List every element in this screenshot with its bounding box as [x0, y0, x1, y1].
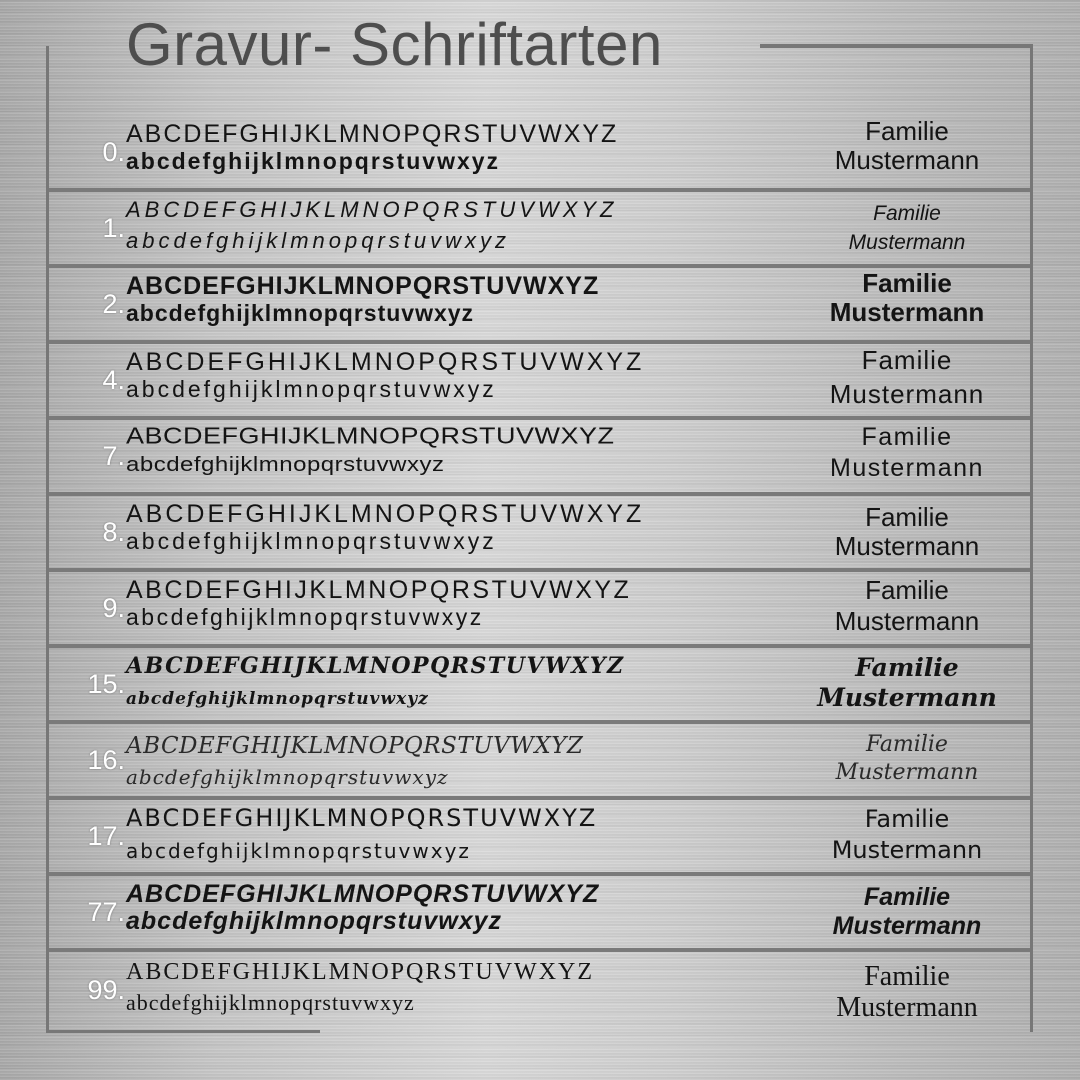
name-sample-line2: Mustermann — [834, 145, 980, 175]
name-sample — [809, 653, 1005, 713]
font-uppercase-sample: ABCDEFGHIJKLMNOPQRSTUVWXYZ — [126, 120, 619, 148]
font-lowercase-sample: abcdefghijklmnopqrstuvwxyz — [126, 839, 471, 863]
font-number: 8. — [102, 517, 125, 547]
font-lowercase-sample: abcdefghijklmnopqrstuvwxyz — [126, 228, 511, 253]
font-number: 7. — [102, 441, 125, 471]
name-sample-line1: Familie — [862, 268, 952, 298]
name-sample-line1: Familie — [861, 423, 953, 451]
font-number: 77. — [87, 897, 125, 927]
name-sample — [809, 343, 1005, 411]
name-sample-line1: Familie — [866, 732, 948, 757]
font-row-4 — [49, 343, 1030, 416]
font-uppercase-sample: ABCDEFGHIJKLMNOPQRSTUVWXYZ — [126, 959, 595, 985]
page-title: Gravur- Schriftarten — [126, 11, 663, 78]
frame-top-border — [760, 44, 1033, 48]
name-sample — [809, 731, 1005, 787]
font-lowercase-sample: abcdefghijklmnopqrstuvwxyz — [126, 300, 475, 326]
font-number: 17. — [87, 821, 125, 851]
font-uppercase-sample: ABCDEFGHIJKLMNOPQRSTUVWXYZ — [126, 804, 598, 832]
frame-bottom-border — [46, 1030, 320, 1033]
font-number: 16. — [87, 745, 125, 775]
font-row-0 — [49, 115, 1030, 188]
name-sample — [809, 199, 1005, 257]
font-lowercase-sample: abcdefghijklmnopqrstuvwxyz — [126, 907, 503, 935]
name-sample-line1: Familie — [864, 805, 950, 833]
font-lowercase-sample: abcdefghijklmnopqrstuvwxyz — [126, 604, 484, 630]
name-sample — [809, 883, 1005, 941]
font-row-99 — [49, 953, 1030, 1026]
font-lowercase-sample: abcdefghijklmnopqrstuvwxyz — [126, 528, 497, 554]
font-row-16 — [49, 723, 1030, 796]
font-uppercase-sample: ABCDEFGHIJKLMNOPQRSTUVWXYZ — [126, 653, 625, 679]
font-row-1 — [49, 191, 1030, 264]
font-number: 15. — [87, 669, 125, 699]
font-uppercase-sample: ABCDEFGHIJKLMNOPQRSTUVWXYZ — [126, 197, 618, 222]
name-sample-line1: Familie — [865, 116, 949, 146]
font-uppercase-sample: ABCDEFGHIJKLMNOPQRSTUVWXYZ — [126, 500, 645, 528]
name-sample-line2: Mustermann — [835, 760, 979, 785]
name-sample-line2: Mustermann — [831, 836, 983, 864]
name-sample-line1: Familie — [861, 345, 953, 375]
name-sample-line2: Mustermann — [834, 606, 980, 636]
name-sample — [809, 117, 1005, 175]
font-uppercase-sample: ABCDEFGHIJKLMNOPQRSTUVWXYZ — [126, 348, 645, 376]
font-number: 2. — [102, 289, 125, 319]
frame-right-border — [1030, 46, 1033, 1032]
name-sample-line2: Mustermann — [848, 231, 966, 254]
font-row-8 — [49, 495, 1030, 568]
font-number: 4. — [102, 365, 125, 395]
font-uppercase-sample: ABCDEFGHIJKLMNOPQRSTUVWXYZ — [126, 880, 600, 908]
name-sample — [809, 422, 1005, 484]
font-row-15 — [49, 647, 1030, 720]
name-sample-line1: Familie — [873, 202, 941, 225]
name-sample — [809, 575, 1005, 637]
font-number: 0. — [102, 137, 125, 167]
font-lowercase-sample: abcdefghijklmnopqrstuvwxyz — [126, 765, 449, 789]
name-sample-line1: Familie — [864, 961, 950, 992]
font-lowercase-sample: abcdefghijklmnopqrstuvwxyz — [126, 148, 501, 174]
name-sample-line2: Mustermann — [834, 531, 980, 561]
font-lowercase-sample: abcdefghijklmnopqrstuvwxyz — [126, 689, 429, 709]
name-sample-line1: Familie — [865, 575, 949, 605]
font-uppercase-sample: ABCDEFGHIJKLMNOPQRSTUVWXYZ — [126, 423, 615, 449]
name-sample-line2: Mustermann — [836, 992, 978, 1023]
name-sample-line1: Familie — [855, 653, 959, 682]
name-sample-line1: Familie — [863, 883, 951, 911]
font-row-17 — [49, 799, 1030, 872]
font-row-77 — [49, 875, 1030, 948]
font-number: 99. — [87, 975, 125, 1005]
font-number: 1. — [102, 213, 125, 243]
name-sample — [809, 961, 1005, 1023]
font-number: 9. — [102, 593, 125, 623]
name-sample-line2: Mustermann — [829, 379, 985, 409]
name-sample-line1: Familie — [865, 502, 949, 532]
font-lowercase-sample: abcdefghijklmnopqrstuvwxyz — [126, 376, 497, 402]
name-sample — [809, 269, 1005, 327]
font-row-7 — [49, 419, 1030, 492]
name-sample-line2: Mustermann — [817, 683, 997, 712]
name-sample — [809, 804, 1005, 866]
name-sample — [809, 503, 1005, 561]
font-uppercase-sample: ABCDEFGHIJKLMNOPQRSTUVWXYZ — [126, 272, 600, 300]
name-sample-line2: Mustermann — [830, 454, 984, 482]
font-row-9 — [49, 571, 1030, 644]
font-lowercase-sample: abcdefghijklmnopqrstuvwxyz — [126, 453, 445, 476]
name-sample-line2: Mustermann — [829, 297, 985, 327]
font-row-2 — [49, 267, 1030, 340]
name-sample-line2: Mustermann — [832, 912, 982, 940]
font-lowercase-sample: abcdefghijklmnopqrstuvwxyz — [126, 990, 415, 1015]
font-uppercase-sample: ABCDEFGHIJKLMNOPQRSTUVWXYZ — [126, 576, 632, 604]
font-uppercase-sample: ABCDEFGHIJKLMNOPQRSTUVWXYZ — [126, 733, 584, 759]
